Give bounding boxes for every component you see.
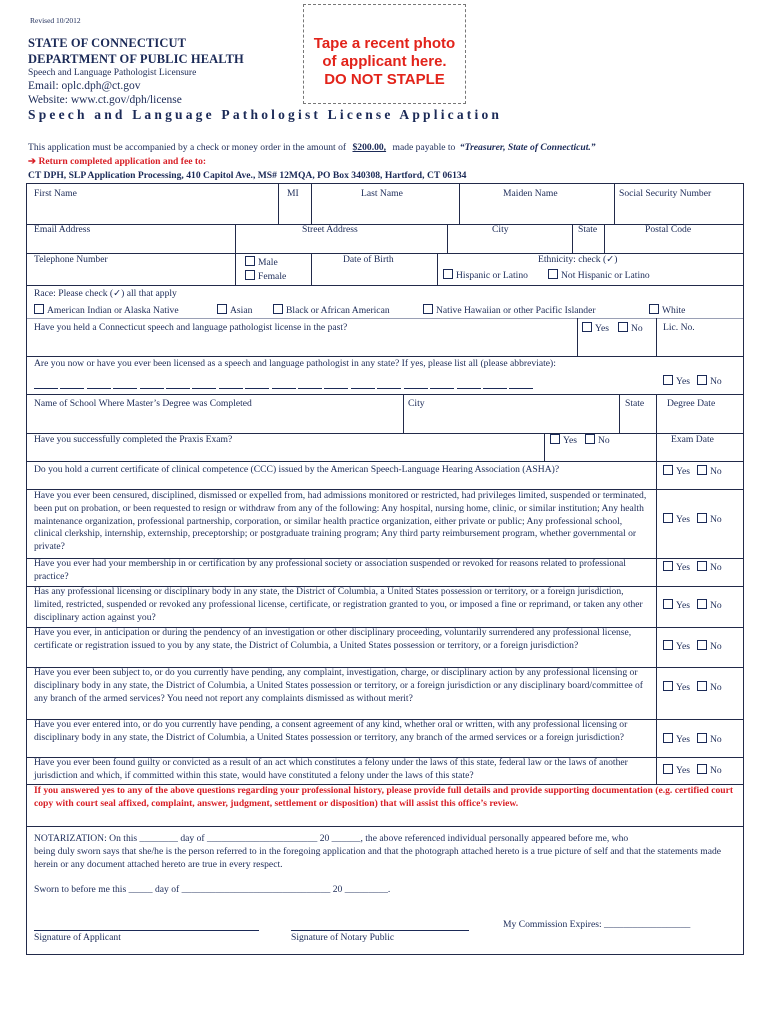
- censured-yes[interactable]: Yes: [663, 513, 690, 525]
- yes-checkbox[interactable]: [550, 434, 560, 444]
- sworn-line: Sworn to before me this _____ day of _______________________________ 20 _________.: [34, 884, 391, 895]
- membership-question: Have you ever had your membership in or certification by any professional society or association suspended or revoked for reasons related to professional practice?: [34, 558, 626, 582]
- degree-date-label: Degree Date: [667, 398, 716, 409]
- notarization-text: being duly sworn says that she/he is the person referred to in the foregoing application and that the photograph attached hereto is a true picture of self and that the statements made herein or any document attached hereto are true in every respect.: [34, 846, 722, 870]
- payee: “Treasurer, State of Connecticut.”: [459, 142, 596, 153]
- ethnicity-label: Ethnicity: check (✓): [538, 254, 618, 265]
- consent-question: Have you ever entered into, or do you currently have pending, a consent agreement of any kind, whether oral or written, with any professional licensing or disciplinary body in any state, the District of Columbia, a United States possession or territory, any branch of the armed services or a foreign jurisdiction?: [34, 719, 628, 743]
- notary-signature-label: Signature of Notary Public: [291, 932, 395, 943]
- disciplinary-yes[interactable]: Yes: [663, 599, 690, 611]
- arrow-right-icon: ➔: [28, 156, 37, 167]
- no-checkbox[interactable]: [697, 733, 707, 743]
- not-hispanic-checkbox[interactable]: [548, 269, 558, 279]
- other-state-yes[interactable]: Yes: [663, 375, 690, 387]
- race-checkbox[interactable]: [649, 304, 659, 314]
- exam-date-label: Exam Date: [671, 434, 714, 445]
- form-title: Speech and Language Pathologist License Application: [28, 107, 503, 122]
- ccc-no[interactable]: No: [697, 465, 722, 477]
- fee-line: This application must be accompanied by a check or money order in the amount of $200.00, made payable to “Treasurer, State of Connecticut.”: [28, 142, 596, 153]
- race-checkbox[interactable]: [34, 304, 44, 314]
- no-checkbox[interactable]: [618, 322, 628, 332]
- yes-checkbox[interactable]: [663, 599, 673, 609]
- race-option-american-indian[interactable]: American Indian or Alaska Native: [34, 304, 179, 316]
- mi-label: MI: [287, 188, 299, 199]
- first-name-label: First Name: [34, 188, 77, 199]
- no-checkbox[interactable]: [697, 764, 707, 774]
- commission-expires: My Commission Expires: __________________: [503, 919, 691, 930]
- photo-note-2: of applicant here.: [322, 53, 447, 70]
- fee-amount: $200.00,: [352, 142, 387, 153]
- male-option[interactable]: Male: [245, 256, 278, 268]
- ct-license-no[interactable]: No: [618, 322, 643, 334]
- disciplinary-question: Has any professional licensing or disciplinary body in any state, the District of Columbia, a United States possession or territory, or a foreign jurisdiction, limited, restricted, suspended or revoked any professional license, certificate, or registration granted to you, or imposed a fine or reprimand, or taken any other disciplinary action against you?: [34, 586, 643, 623]
- pending-yes[interactable]: Yes: [663, 681, 690, 693]
- ct-license-question: Have you held a Connecticut speech and language pathologist license in the past?: [34, 322, 348, 333]
- pending-no[interactable]: No: [697, 681, 722, 693]
- yes-checkbox[interactable]: [663, 375, 673, 385]
- felony-no[interactable]: No: [697, 764, 722, 776]
- male-checkbox[interactable]: [245, 256, 255, 266]
- no-checkbox[interactable]: [697, 375, 707, 385]
- consent-no[interactable]: No: [697, 733, 722, 745]
- surrendered-no[interactable]: No: [697, 640, 722, 652]
- dob-label: Date of Birth: [343, 254, 394, 265]
- censured-question: Have you ever been censured, disciplined, dismissed or expelled from, had admissions monitored or restricted, had privileges limited, suspended or terminated, been put on probation, or been requested to resign or withdraw from any of the following: Any hospital, nursing home, clinic, or similar institution; Any health maintenance organization, professional partnership, corporation, or similar health practice organization, either private or public; Any professional school, clinical clerkship, internship, externship, preceptorship; or postgraduate training program; Any third party reimbursement program, whether governmental or private?: [34, 490, 647, 553]
- photo-note-1: Tape a recent photo: [313, 35, 456, 52]
- yes-checkbox[interactable]: [663, 561, 673, 571]
- hispanic-option[interactable]: Hispanic or Latino: [443, 269, 528, 281]
- mailing-address: CT DPH, SLP Application Processing, 410 Capitol Ave., MS# 12MQA, PO Box 340308, Hartford, CT 06134: [28, 170, 467, 181]
- other-state-question: Are you now or have you ever been licensed as a speech and language pathologist in any state? If yes, please list all (please abbreviate):: [34, 358, 556, 369]
- street-address-label: Street Address: [302, 224, 358, 235]
- race-option-black[interactable]: Black or African American: [273, 304, 390, 316]
- ct-license-yes[interactable]: Yes: [582, 322, 609, 334]
- no-checkbox[interactable]: [697, 599, 707, 609]
- yes-checkbox[interactable]: [663, 764, 673, 774]
- yes-checkbox[interactable]: [663, 681, 673, 691]
- praxis-yes[interactable]: Yes: [550, 434, 577, 446]
- yes-checkbox[interactable]: [663, 640, 673, 650]
- state-label: State: [578, 224, 598, 235]
- felony-question: Have you ever been found guilty or convicted as a result of an act which constitutes a felony under the laws of this state, federal law or the laws of another jurisdiction and which, if committed within this state, would have constituted a felony under the laws of this state?: [34, 757, 628, 781]
- agency-department: DEPARTMENT OF PUBLIC HEALTH: [28, 52, 244, 66]
- lic-no-label: Lic. No.: [663, 322, 695, 333]
- application-form: [26, 183, 744, 955]
- yes-checkbox[interactable]: [663, 733, 673, 743]
- female-checkbox[interactable]: [245, 270, 255, 280]
- ssn-label: Social Security Number: [619, 188, 712, 199]
- race-checkbox[interactable]: [217, 304, 227, 314]
- ccc-yes[interactable]: Yes: [663, 465, 690, 477]
- no-checkbox[interactable]: [697, 513, 707, 523]
- agency-email: Email: oplc.dph@ct.gov: [28, 80, 141, 92]
- last-name-label: Last Name: [361, 188, 403, 199]
- race-checkbox[interactable]: [273, 304, 283, 314]
- race-option-white[interactable]: White: [649, 304, 685, 316]
- pending-question: Have you ever been subject to, or do you currently have pending, any complaint, investigation, charge, or disciplinary action by any professional licensing or disciplinary body in any state, the District of Columbia, a United States possession or territory, or a foreign jurisdiction or any disciplinary board/committee of any branch of the armed services? You need not report any complaints dismissed as without merit?: [34, 667, 643, 704]
- race-label: Race: Please check (✓) all that apply: [34, 288, 177, 299]
- no-checkbox[interactable]: [697, 640, 707, 650]
- race-checkbox[interactable]: [423, 304, 433, 314]
- censured-no[interactable]: No: [697, 513, 722, 525]
- school-city-label: City: [408, 398, 425, 409]
- photo-placeholder: [303, 4, 466, 104]
- surrendered-question: Have you ever, in anticipation or during the pendency of an investigation or other disciplinary proceeding, voluntarily surrendered any professional license, certificate or registration issued to you by any state, the District of Columbia, a United States possession or territory, or a foreign jurisdiction?: [34, 627, 632, 651]
- notarization-line-1: NOTARIZATION: On this ________ day of _______________________ 20 ______, the above referenced individual personally appeared before me, who: [34, 833, 629, 844]
- state-abbrev-blanks[interactable]: [34, 380, 533, 392]
- no-checkbox[interactable]: [585, 434, 595, 444]
- school-state-label: State: [625, 398, 645, 409]
- other-state-no[interactable]: No: [697, 375, 722, 387]
- agency-state: STATE OF CONNECTICUT: [28, 36, 187, 50]
- disciplinary-no[interactable]: No: [697, 599, 722, 611]
- consent-yes[interactable]: Yes: [663, 733, 690, 745]
- female-option[interactable]: Female: [245, 270, 286, 282]
- yes-checkbox[interactable]: [582, 322, 592, 332]
- yes-checkbox[interactable]: [663, 465, 673, 475]
- race-option-pacific-islander[interactable]: Native Hawaiian or other Pacific Islander: [423, 304, 596, 316]
- membership-no[interactable]: No: [697, 561, 722, 573]
- maiden-name-label: Maiden Name: [503, 188, 558, 199]
- photo-note-3: DO NOT STAPLE: [324, 71, 445, 88]
- surrendered-yes[interactable]: Yes: [663, 640, 690, 652]
- membership-yes[interactable]: Yes: [663, 561, 690, 573]
- licensure-line: Speech and Language Pathologist Licensure: [28, 68, 197, 78]
- revision-date: Revised 10/2012: [30, 16, 81, 25]
- no-checkbox[interactable]: [697, 561, 707, 571]
- history-warning: If you answered yes to any of the above questions regarding your professional history, please provide full details and provide supporting documentation (e.g. certified court copy with court seal affixed, complaint, answer, judgment, settlement or disposition) that will assist this office’s review.: [34, 785, 734, 809]
- email-address-label: Email Address: [34, 224, 91, 235]
- school-name-label: Name of School Where Master’s Degree was Completed: [34, 398, 252, 409]
- ccc-question: Do you hold a current certificate of clinical competence (CCC) issued by the American Speech-Language Hearing Association (ASHA)?: [34, 464, 560, 475]
- not-hispanic-option[interactable]: Not Hispanic or Latino: [548, 269, 650, 281]
- no-checkbox[interactable]: [697, 681, 707, 691]
- praxis-no[interactable]: No: [585, 434, 610, 446]
- felony-yes[interactable]: Yes: [663, 764, 690, 776]
- postal-code-label: Postal Code: [645, 224, 692, 235]
- telephone-label: Telephone Number: [34, 254, 108, 265]
- return-instruction: ➔ Return completed application and fee to:: [28, 156, 207, 167]
- hispanic-checkbox[interactable]: [443, 269, 453, 279]
- yes-checkbox[interactable]: [663, 513, 673, 523]
- no-checkbox[interactable]: [697, 465, 707, 475]
- praxis-question: Have you successfully completed the Praxis Exam?: [34, 434, 233, 445]
- city-label: City: [492, 224, 509, 235]
- race-option-asian[interactable]: Asian: [217, 304, 252, 316]
- agency-website: Website: www.ct.gov/dph/license: [28, 94, 182, 106]
- applicant-signature-label: Signature of Applicant: [34, 932, 121, 943]
